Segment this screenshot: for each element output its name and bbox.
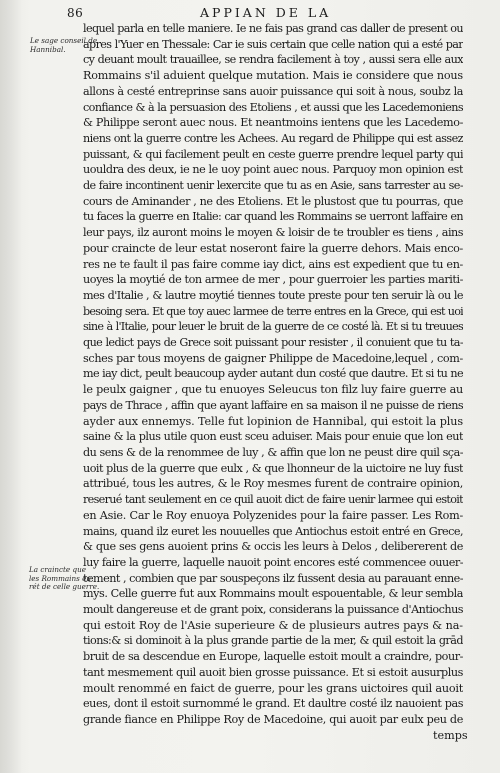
text-line: confiance & à la persuasion des Etoliens , et aussi que les Lacedemoniens [83, 100, 463, 114]
text-line: puissant, & qui facilement peult en ceste guerre prendre lequel party qui [83, 147, 463, 161]
margin-note-line: La craincte que [29, 565, 86, 574]
text-line: uoyes la moytié de ton armee de mer , pour guerroier les parties mariti- [83, 273, 463, 287]
text-line: du sens & de la renommee de luy , & affin que lon ne peust dire quil sça- [83, 445, 463, 459]
margin-note-line: Le sage conseil de [30, 36, 98, 45]
text-line: saine & la plus utile quon eust sceu aduiser. Mais pour enuie que lon eut [83, 430, 463, 444]
text-line: & que ses gens auoient prins & occis les leurs à Delos , delibererent de [83, 540, 463, 554]
catchword: temps [433, 729, 468, 742]
text-line: tant mesmement quil auoit bien grosse puissance. Et si estoit ausurplus [83, 665, 463, 679]
text-line: pays de Thrace , affin que ayant laffaire en sa maison il ne puisse de riens [83, 398, 463, 412]
text-line: leur pays, ilz auront moins le moyen & loisir de te troubler es tiens , ains [83, 226, 463, 240]
text-line: apres l'Yuer en Thessale: Car ie suis certain que celle nation qui a esté par [83, 37, 463, 51]
text-line: grande fiance en Philippe Roy de Macedoine, qui auoit par eulx peu de [83, 712, 463, 726]
text-line: besoing sera. Et que toy auec larmee de terre entres en la Grece, qui est uoi [83, 304, 463, 318]
text-line: uouldra des deux, ie ne le uoy point auec nous. Parquoy mon opinion est [83, 163, 463, 177]
text-line: bruit de sa descendue en Europe, laquelle estoit moult a craindre, pour- [83, 650, 463, 664]
text-line: allons à cesté entreprinse sans auoir puissance qui soit à nous, soubz la [83, 84, 463, 98]
text-line: res ne te fault il pas faire comme iay dict, ains est expedient que tu en- [83, 257, 463, 271]
text-line: mys. Celle guerre fut aux Rommains moult espouentable, & leur sembla [83, 587, 463, 601]
page-number: 86 [67, 6, 84, 20]
text-line: reserué tant seulement en ce quil auoit dict de faire uenir larmee qui estoit [83, 493, 463, 507]
text-line: tions:& si dominoit à la plus grande partie de la mer, & quil estoit la grād [83, 634, 463, 648]
margin-note-line: rét de celle guerre. [29, 582, 100, 592]
text-line: luy faire la guerre, laquelle nauoit point encores esté commencee ouuer- [83, 555, 463, 569]
text-line: sine à l'Italie, pour leuer le bruit de la guerre de ce costé là. Et si tu treuues [83, 320, 463, 334]
text-line: tu faces la guerre en Italie: car quand les Rommains se uerront laffaire en [83, 210, 463, 224]
text-line: mes d'Italie , & lautre moytié tiennes toute preste pour ten seruir là ou le [83, 288, 463, 302]
text-line: que ledict pays de Grece soit puissant pour resister , il conuient que tu ta- [83, 336, 463, 350]
margin-note-line: les Rommains eu [29, 573, 91, 583]
running-head: APPIAN DE LA [200, 5, 332, 20]
text-line: Rommains s'il aduient quelque mutation. Mais ie considere que nous [83, 69, 463, 83]
text-line: & Philippe seront auec nous. Et neantmoins ientens que les Lacedemo- [83, 116, 463, 130]
text-line: mains, quand ilz euret les nouuelles que Antiochus estoit entré en Grece, [83, 524, 463, 538]
margin-note-line: Hannibal. [30, 44, 66, 54]
text-line: tement , combien que par souspeçons ilz fussent desia au parauant enne- [83, 571, 463, 585]
text-line: ayder aux ennemys. Telle fut lopinion de Hannibal, qui estoit la plus [83, 414, 463, 428]
gutter-shadow [0, 0, 22, 773]
body-text [83, 21, 463, 728]
text-line: sches par tous moyens de gaigner Philippe de Macedoine,lequel , com- [83, 351, 463, 365]
text-line: de faire incontinent uenir lexercite que tu as en Asie, sans tarrester au se- [83, 179, 463, 193]
text-line: eues, dont il estoit surnommé le grand. Et daultre costé ilz nauoient pas [83, 697, 463, 711]
text-line: qui estoit Roy de l'Asie superieure & de plusieurs autres pays & na- [83, 618, 463, 632]
text-line: uoit plus de la guerre que eulx , & que lhonneur de la uictoire ne luy fust [83, 461, 463, 475]
text-line: attribué, tous les autres, & le Roy mesmes furent de contraire opinion, [83, 477, 463, 491]
text-line: en Asie. Car le Roy enuoya Polyzenides pour la faire passer. Les Rom- [83, 508, 463, 522]
text-line: moult dangereuse et de grant poix, considerans la puissance d'Antiochus [83, 603, 463, 617]
text-line: cy deuant moult trauaillee, se rendra facilement à toy , aussi sera elle aux [83, 53, 463, 67]
text-line: pour craincte de leur estat noseront faire la guerre dehors. Mais enco- [83, 241, 463, 255]
text-line: cours de Aminander , ne des Etoliens. Et le plustost que tu pourras, que [83, 194, 463, 208]
text-line: lequel parla en telle maniere. Ie ne fais pas grand cas daller de present ou [83, 22, 463, 35]
text-line: me iay dict, peult beaucoup ayder autant dun costé que dautre. Et si tu ne [83, 367, 463, 381]
text-line: moult renommé en faict de guerre, pour les grans uictoires quil auoit [83, 681, 463, 695]
text-line: le peulx gaigner , que tu enuoyes Seleucus ton filz luy faire guerre au [83, 383, 463, 397]
text-line: niens ont la guerre contre les Achees. Au regard de Philippe qui est assez [83, 131, 463, 145]
